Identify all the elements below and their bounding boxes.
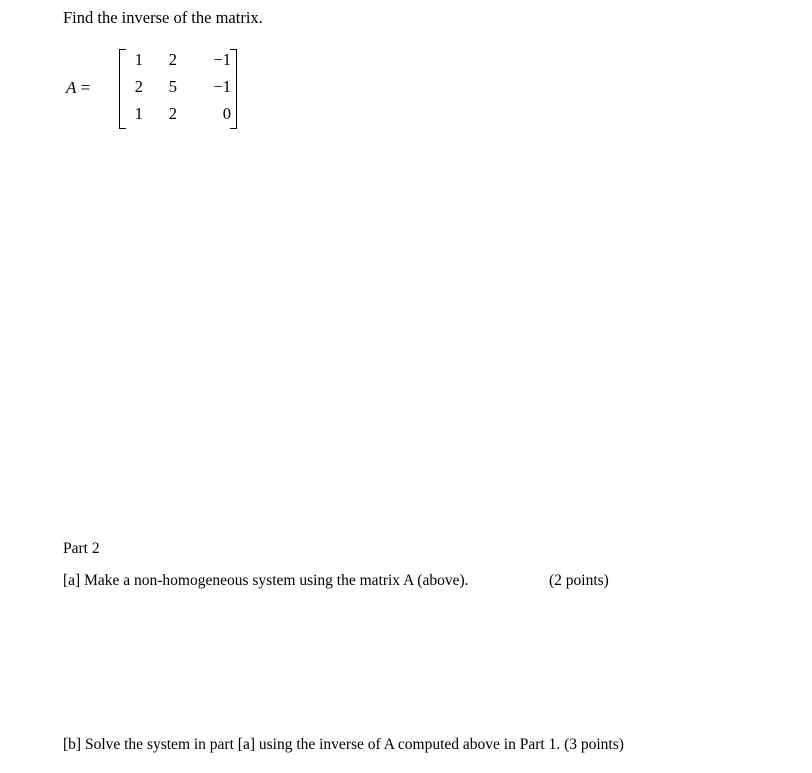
part-a-points: (2 points) [549,572,609,589]
equals-sign: = [76,78,91,97]
part-a-prompt: [a] Make a non-homogeneous system using the matrix A (above). [63,572,469,589]
matrix-variable: A [66,78,77,97]
matrix-cell-r2c3: −1 [213,77,231,96]
matrix-cell-r3c2: 2 [168,104,177,123]
matrix-cell-r1c1: 1 [134,50,143,69]
matrix-cell-r3c1: 1 [134,104,143,123]
part-b-prompt: [b] Solve the system in part [a] using the inverse of A computed above in Part 1. (3 points) [63,736,624,753]
matrix-a [119,49,237,129]
right-bracket [230,49,237,129]
matrix-cell-r1c2: 2 [168,50,177,69]
matrix-cell-r2c1: 2 [134,77,143,96]
question-text: Find the inverse of the matrix. [63,8,263,27]
part2-heading: Part 2 [63,540,100,557]
matrix-cell-r1c3: −1 [213,50,231,69]
matrix-label [66,78,90,98]
matrix-cell-r2c2: 5 [168,77,177,96]
matrix-cell-r3c3: 0 [222,104,231,123]
